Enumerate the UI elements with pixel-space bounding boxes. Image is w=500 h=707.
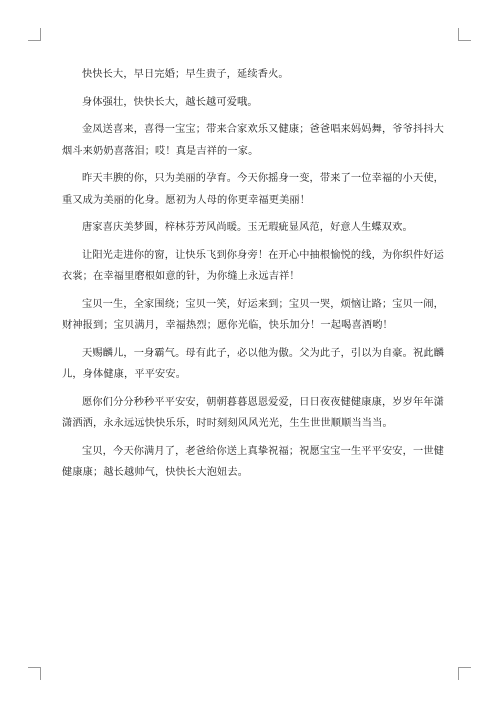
paragraph-5: 唐家喜庆美梦圆，梓林芬芳风尚暖。玉无瑕疵显风范，好意人生蝶双欢。 <box>82 222 413 233</box>
paragraph-4: 昨天丰腴的你，只为美丽的孕育。今天你摇身一变，带来了一位幸福的小天使，重又成为美丽的化身。愿初为人母的你更幸福更美丽！ <box>62 173 444 206</box>
paragraph-2: 身体强壮，快快长大，越长越可爱哦。 <box>82 96 258 108</box>
page-corner-bottom-left <box>28 667 41 680</box>
paragraph-10: 宝贝，今天你满月了，老爸给你送上真挚祝福；祝愿宝宝一生平平安安，一世健健康康；越长越帅气，快快长大泡妞去。 <box>62 445 444 478</box>
paragraph-9: 愿你们分分秒秒平平安安，朝朝暮暮恩恩爱爱，日日夜夜健健康康，岁岁年年潇潇洒洒，永永远远快快乐乐，时时刻刻风风光光，生生世世顺顺当当当。 <box>62 396 444 429</box>
paragraph-6: 让阳光走进你的窗，让快乐飞到你身旁！在开心中抽根愉悦的线，为你织件好运衣裳；在幸福里磨根如意的针，为你缝上永远吉祥！ <box>62 249 444 282</box>
paragraph-1: 快快长大，早日完婚；早生贵子，延续香火。 <box>82 69 289 80</box>
paragraph-3: 金凤送喜来，喜得一宝宝；带来合家欢乐又健康；爸爸唱来妈妈舞，爷爷抖抖大烟斗来奶奶喜落泪；哎！真是吉祥的一家。 <box>62 124 444 157</box>
page-corner-top-right <box>458 28 471 41</box>
paragraph-8: 天赐麟儿，一身霸气。母有此子，必以他为傲。父为此子，引以为自豪。祝此麟儿，身体健康，平平安安。 <box>62 347 444 380</box>
page-corner-bottom-right <box>458 667 471 680</box>
paragraph-7: 宝贝一生，全家围绕；宝贝一笑，好运来到；宝贝一哭，烦恼让路；宝贝一闹，财神报到；宝贝满月，幸福热烈；愿你光临，快乐加分！一起喝喜酒哟！ <box>62 298 444 331</box>
document-body <box>62 64 444 490</box>
page-corner-top-left <box>28 28 41 41</box>
